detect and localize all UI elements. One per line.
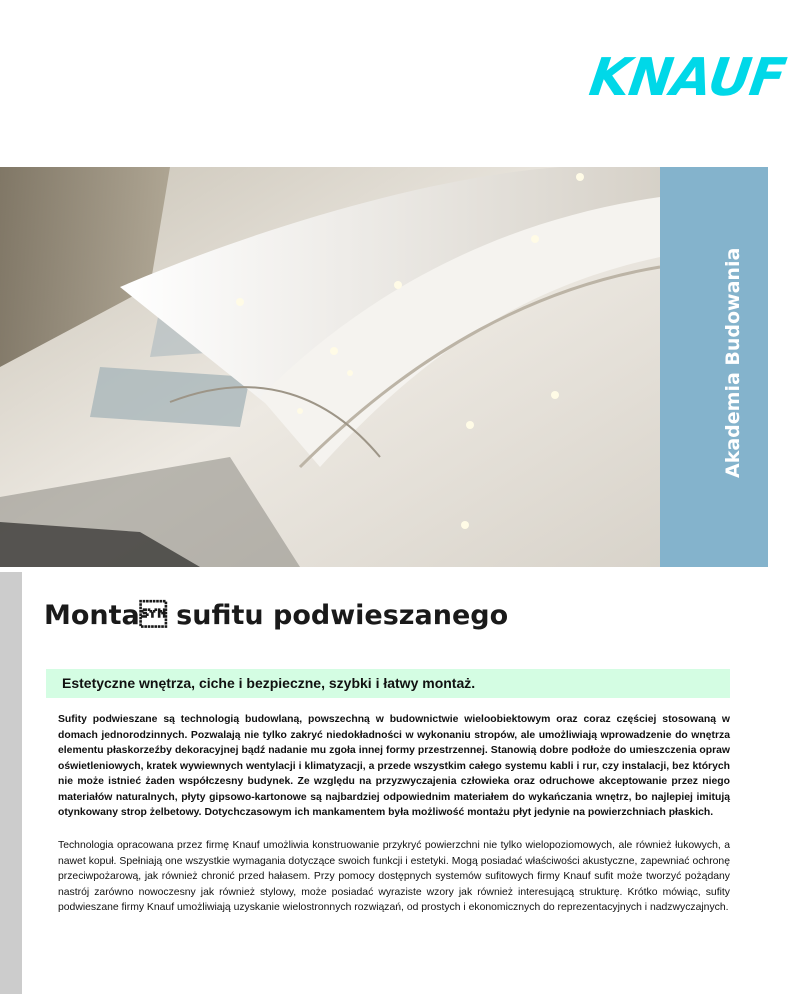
- page-title: Monta sufitu podwieszanego: [44, 600, 509, 631]
- hero-photo: [0, 167, 660, 567]
- intro-paragraph: Sufity podwieszane są technologią budowlaną, powszechną w budownictwie wieloobiektowym oraz coraz częściej stosowaną w domach jednorodzinnych. Pozwalają nie tylko zakryć niedokładności w wykonaniu stropów, ale umożliwiają wprowadzenie do wnętrza elementu płaskorzeźby dekoracyjnej bądź nadanie mu zgoła innej formy przestrzennej. Stanowią dobre podłoże do umieszczenia opraw oświetleniowych, kratek wywiewnych wentylacji i klimatyzacji, a przede wszystkim całego systemu kabli i rur, czy instalacji, bez których nie może istnieć żaden współczesny budynek. Ze względu na przyzwyczajenia człowieka oraz odruchowe akceptowanie przez niego materiałów naturalnych, płyty gipsowo-kartonowe są najbardziej odpowiednim materiałem do wykańczania wnętrz, bo najlepiej imitują otynkowany strop żelbetowy. Dotychczasowym ich mankamentem była możliwość montażu płyt jedynie na powierzchniach płaskich.: [58, 714, 730, 818]
- atrium-ceiling-image: [0, 167, 660, 567]
- sidebar-band: [660, 167, 768, 567]
- subtitle: Estetyczne wnętrza, ciche i bezpieczne, szybki i łatwy montaż.: [62, 675, 476, 691]
- body-paragraph: Technologia opracowana przez firmę Knauf umożliwia konstruowanie przykryć powierzchni nie tylko wielopoziomowych, ale również łukowych, a nawet kopuł. Spełniają one wszystkie wymagania dotyczące swoich funkcji i estetyki. Mogą posiadać właściwości akustyczne, zapewniać ochronę przeciwpożarową, jak również chronić przed hałasem. Przy pomocy dostępnych systemów sufitowych firmy Knauf sufit może tworzyć pożądany nastrój zarówno nowoczesny jak również stylowy, może posiadać wyraziste wzory jak również interesującą strukturę. Krótko mówiąc, sufity podwieszane firmy Knauf umożliwiają uzyskanie wielostronnych rozwiązań, od prostych i ekonomicznych do reprezentacyjnych i nadzwyczajnych.: [58, 840, 730, 913]
- sidebar-label: Akademia Budowania: [722, 247, 744, 478]
- left-margin-bar: [0, 572, 22, 994]
- subtitle-banner: [46, 669, 730, 698]
- knauf-logo: KNAUF: [585, 48, 789, 108]
